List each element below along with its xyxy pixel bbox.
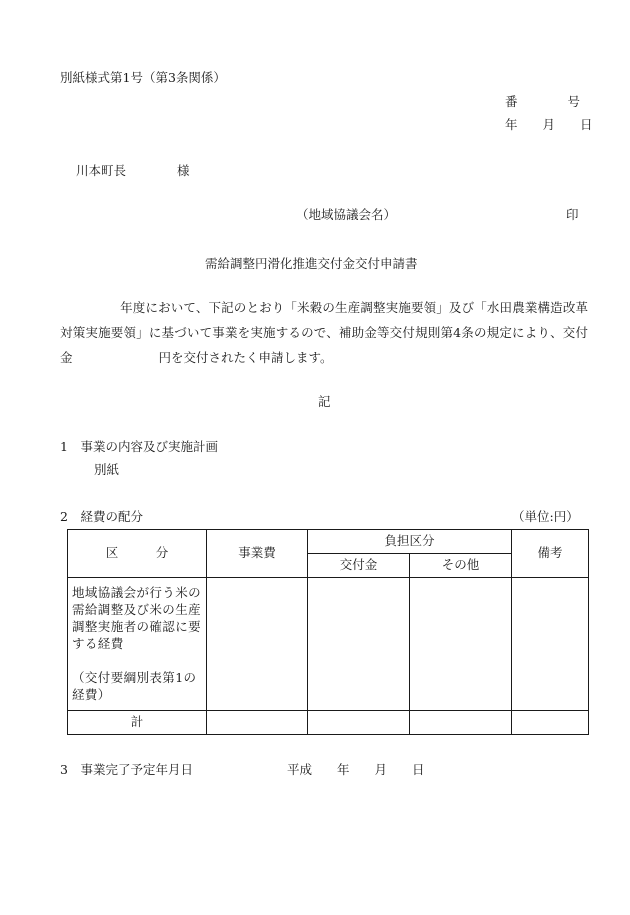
row-desc-text: 地域協議会が行う米の需給調整及び米の生産調整実施者の確認に要する経費: [72, 585, 202, 651]
section2-heading: 2 経費の配分: [60, 509, 143, 524]
document-title: 需給調整円滑化推進交付金交付申請書: [205, 256, 418, 271]
unit-label: （単位:円）: [512, 509, 579, 524]
header-category: 区 分: [68, 530, 207, 578]
number-label: 番 号: [505, 94, 581, 109]
cell-project-cost: [207, 578, 308, 711]
total-other: [410, 711, 512, 735]
body-part2: 円を交付されたく申請します。: [158, 350, 333, 365]
total-label: 計: [68, 711, 207, 735]
table-row: [68, 578, 589, 711]
body-paragraph: [60, 295, 588, 370]
date-label: 年 月 日: [505, 117, 593, 132]
header-remarks: 備考: [512, 530, 589, 578]
applicant-org: （地域協議会名）: [296, 207, 397, 222]
section3-date: 平成 年 月 日: [287, 762, 425, 777]
row-note-text: （交付要綱別表第1の経費）: [72, 670, 197, 702]
header-grant: 交付金: [308, 554, 410, 578]
ki-label: 記: [318, 394, 331, 409]
total-project-cost: [207, 711, 308, 735]
body-part1: 年度において、下記のとおり「米穀の生産調整実施要領」及び「水田農業構造改革対策実施要領」に基づいて事業を実施するので、補助金等交付規則第4条の規定により、交付金: [60, 300, 588, 365]
cell-other: [410, 578, 512, 711]
recipient-honorific: 様: [177, 163, 190, 178]
total-row: [68, 711, 589, 735]
cell-remarks: [512, 578, 589, 711]
seal-mark: 印: [566, 207, 579, 222]
row-description: [68, 578, 207, 711]
header-burden: 負担区分: [308, 530, 512, 554]
total-grant: [308, 711, 410, 735]
header-row: [68, 530, 589, 554]
section1-content: 別紙: [94, 462, 120, 477]
section1-heading: 1 事業の内容及び実施計画: [60, 439, 218, 454]
recipient-name: 川本町長: [76, 163, 127, 178]
total-remarks: [512, 711, 589, 735]
header-other: その他: [410, 554, 512, 578]
header-project-cost: 事業費: [207, 530, 308, 578]
form-id: 別紙様式第1号（第3条関係）: [60, 70, 226, 85]
cell-grant: [308, 578, 410, 711]
section3-heading: 3 事業完了予定年月日: [60, 762, 193, 777]
expense-table: [67, 529, 589, 735]
